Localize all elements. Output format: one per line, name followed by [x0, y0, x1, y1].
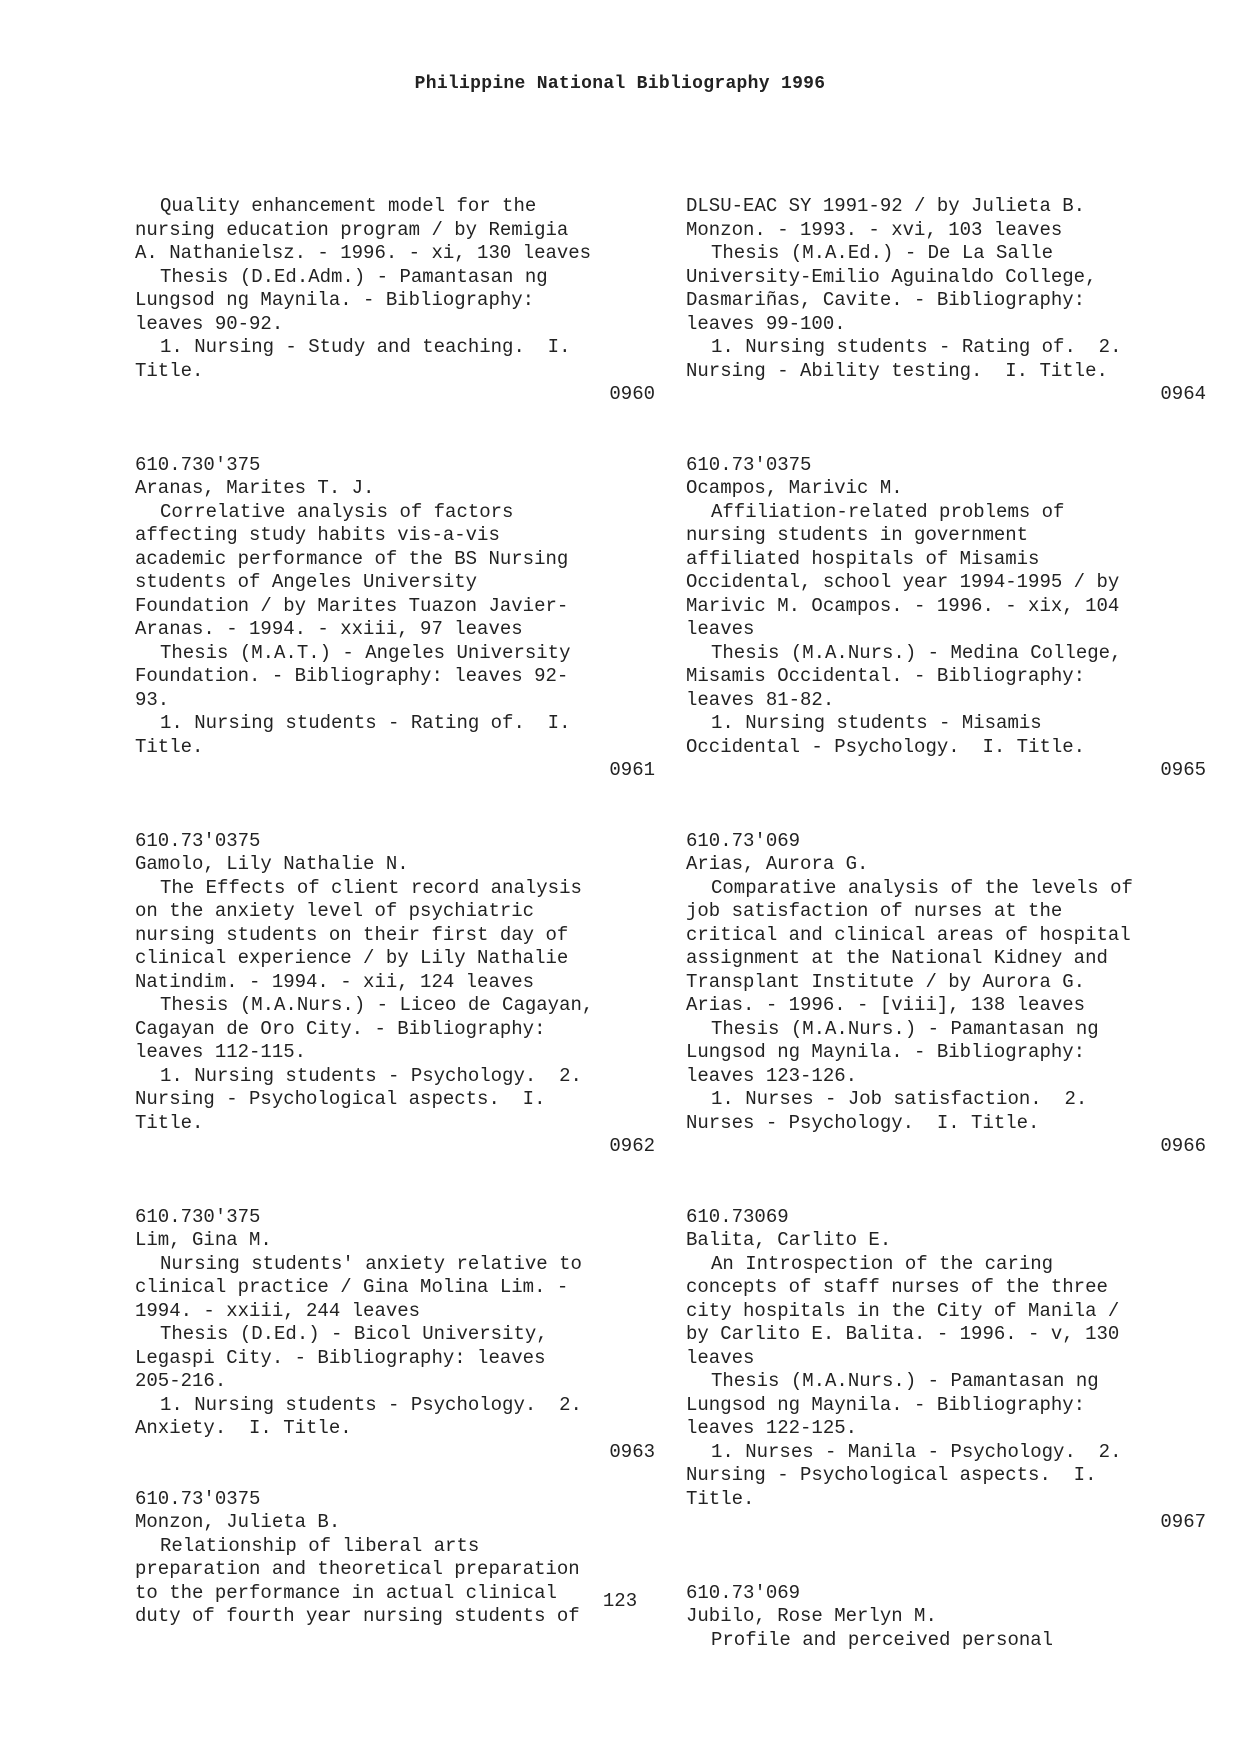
text-line: to the performance in actual clinical [135, 1581, 557, 1604]
subject-line: 1. Nurses - Job satisfaction. 2. [711, 1088, 1088, 1110]
author: Arias, Aurora G. [686, 853, 869, 875]
text-line: nursing students on their first day of [135, 923, 569, 946]
record-number: 0964 [1160, 383, 1206, 405]
record-number: 0960 [609, 383, 655, 405]
text-line: by Carlito E. Balita. - 1996. - v, 130 [686, 1323, 1120, 1345]
text-line: leaves 112-115. [135, 1041, 307, 1063]
entry-0966 [686, 830, 1206, 1159]
title-line: The Effects of client record analysis [160, 876, 582, 899]
note-line: Thesis (M.A.Nurs.) - Liceo de Cagayan, [160, 994, 594, 1016]
text-line: Dasmariñas, Cavite. - Bibliography: [686, 289, 1086, 311]
text-line: Anxiety. I. Title. [135, 1417, 352, 1439]
text-line: Nursing - Psychological aspects. I. [135, 1088, 546, 1110]
text-line: city hospitals in the City of Manila / [686, 1299, 1120, 1322]
call-number: 610.73'069 [686, 1581, 801, 1604]
text-line: 205-216. [135, 1370, 227, 1392]
text-line: Misamis Occidental. - Bibliography: [686, 665, 1086, 687]
text-line: Legaspi City. - Bibliography: leaves [135, 1346, 546, 1369]
subject-line: 1. Nursing - Study and teaching. I. [160, 336, 571, 358]
text-line: affecting study habits vis-a-vis [135, 524, 500, 546]
text-line: leaves [686, 618, 755, 640]
record-number: 0967 [1160, 1511, 1206, 1533]
note-line: Thesis (D.Ed.) - Bicol University, [160, 1323, 548, 1345]
call-number: 610.73069 [686, 1205, 789, 1228]
text-line: Nursing - Ability testing. I. Title. [686, 359, 1108, 382]
author: Aranas, Marites T. J. [135, 477, 375, 499]
text-line: Title. [686, 1487, 755, 1510]
note-line: Thesis (M.A.Nurs.) - Medina College, [711, 641, 1122, 664]
entry-0960 [135, 195, 655, 407]
text-line: concepts of staff nurses of the three [686, 1276, 1108, 1298]
text-line: 1994. - xxiii, 244 leaves [135, 1299, 421, 1322]
right-column [686, 195, 1206, 1652]
text-line: nursing education program / by Remigia [135, 218, 569, 241]
subject-line: 1. Nursing students - Psychology. 2. [160, 1064, 582, 1087]
call-number: 610.730'375 [135, 1205, 261, 1228]
text-line: Foundation / by Marites Tuazon Javier- [135, 594, 569, 617]
text-line: students of Angeles University [135, 571, 478, 593]
text-line: leaves 122-125. [686, 1417, 858, 1439]
record-number: 0962 [609, 1135, 655, 1157]
subject-line: 1. Nursing students - Rating of. 2. [711, 336, 1122, 358]
text-line: Title. [135, 735, 204, 758]
entry-0967 [686, 1206, 1206, 1535]
text-line: Nurses - Psychology. I. Title. [686, 1111, 1040, 1134]
text-line: leaves 123-126. [686, 1064, 858, 1087]
text-line: leaves 90-92. [135, 312, 284, 335]
text-line: Lungsod ng Maynila. - Bibliography: [686, 1393, 1086, 1416]
note-line: Thesis (D.Ed.Adm.) - Pamantasan ng [160, 265, 548, 288]
note-line: Thesis (M.A.Nurs.) - Pamantasan ng [711, 1370, 1099, 1392]
text-line: clinical practice / Gina Molina Lim. - [135, 1276, 569, 1298]
entry-0965 [686, 454, 1206, 783]
call-number: 610.73'0375 [135, 829, 261, 852]
text-line: leaves [686, 1346, 755, 1369]
text-line: Marivic M. Ocampos. - 1996. - xix, 104 [686, 594, 1120, 617]
entry-0963 [135, 1206, 655, 1465]
text-line: job satisfaction of nurses at the [686, 900, 1063, 922]
text-line: Transplant Institute / by Aurora G. [686, 970, 1086, 993]
note-line: Thesis (M.A.T.) - Angeles University [160, 641, 571, 664]
title-line: An Introspection of the caring [711, 1252, 1054, 1275]
text-line: Occidental, school year 1994-1995 / by [686, 571, 1120, 593]
text-line: leaves 99-100. [686, 312, 846, 335]
title-line: Relationship of liberal arts [160, 1534, 480, 1557]
title-line: Correlative analysis of factors [160, 500, 514, 523]
text-line: critical and clinical areas of hospital [686, 923, 1131, 946]
text-line: on the anxiety level of psychiatric [135, 900, 535, 922]
text-line: DLSU-EAC SY 1991-92 / by Julieta B. [686, 195, 1086, 217]
call-number: 610.730'375 [135, 453, 261, 476]
record-number: 0966 [1160, 1135, 1206, 1157]
record-number: 0961 [609, 759, 655, 781]
author: Gamolo, Lily Nathalie N. [135, 853, 409, 875]
text-line: academic performance of the BS Nursing [135, 547, 569, 570]
author: Lim, Gina M. [135, 1229, 272, 1251]
title-line: Comparative analysis of the levels of [711, 876, 1133, 899]
author: Balita, Carlito E. [686, 1229, 892, 1251]
subject-line: 1. Nursing students - Rating of. I. [160, 712, 571, 734]
text-line: preparation and theoretical preparation [135, 1558, 580, 1580]
record-number: 0965 [1160, 759, 1206, 781]
text-line: Monzon. - 1993. - xvi, 103 leaves [686, 218, 1063, 241]
title-line: Affiliation-related problems of [711, 500, 1065, 523]
text-line: A. Nathanielsz. - 1996. - xi, 130 leaves [135, 242, 592, 264]
call-number: 610.73'0375 [135, 1487, 261, 1510]
text-line: assignment at the National Kidney and [686, 947, 1108, 969]
note-line: Thesis (M.A.Ed.) - De La Salle [711, 242, 1054, 264]
entry-0964-end [686, 195, 1206, 407]
text-line: clinical experience / by Lily Nathalie [135, 947, 569, 969]
text-line: Lungsod ng Maynila. - Bibliography: [135, 289, 535, 311]
author: Ocampos, Marivic M. [686, 477, 903, 499]
entry-0961 [135, 454, 655, 783]
page-number: 123 [602, 1590, 638, 1612]
title-line: Profile and perceived personal [711, 1628, 1054, 1651]
text-line: leaves 81-82. [686, 688, 835, 711]
text-line: Foundation. - Bibliography: leaves 92- [135, 665, 569, 687]
text-line: University-Emilio Aguinaldo College, [686, 265, 1097, 288]
note-line: Thesis (M.A.Nurs.) - Pamantasan ng [711, 1017, 1099, 1040]
record-number: 0963 [609, 1440, 655, 1463]
subject-line: 1. Nurses - Manila - Psychology. 2. [711, 1440, 1122, 1463]
text-line: Nursing - Psychological aspects. I. [686, 1464, 1097, 1486]
text-line: duty of fourth year nursing students of [135, 1605, 580, 1627]
text-line: Cagayan de Oro City. - Bibliography: [135, 1017, 546, 1040]
call-number: 610.73'0375 [686, 453, 812, 476]
text-line: Aranas. - 1994. - xxiii, 97 leaves [135, 618, 523, 640]
title-line: Nursing students' anxiety relative to [160, 1252, 582, 1275]
text-line: affiliated hospitals of Misamis [686, 547, 1040, 570]
left-column [135, 195, 655, 1629]
text-line: Title. [135, 359, 204, 382]
text-line: Arias. - 1996. - [viii], 138 leaves [686, 994, 1086, 1016]
subject-line: 1. Nursing students - Psychology. 2. [160, 1393, 582, 1416]
text-line: 93. [135, 688, 170, 711]
text-line: Title. [135, 1111, 204, 1134]
text-line: Occidental - Psychology. I. Title. [686, 735, 1086, 758]
author: Jubilo, Rose Merlyn M. [686, 1605, 937, 1627]
entry-0962 [135, 830, 655, 1159]
author: Monzon, Julieta B. [135, 1511, 341, 1533]
text-line: Natindim. - 1994. - xii, 124 leaves [135, 970, 535, 993]
page-title: Philippine National Bibliography 1996 [414, 74, 826, 94]
call-number: 610.73'069 [686, 829, 801, 852]
text-line: Lungsod ng Maynila. - Bibliography: [686, 1041, 1086, 1063]
text-line: nursing students in government [686, 524, 1029, 546]
title-line: Quality enhancement model for the [160, 195, 537, 217]
subject-line: 1. Nursing students - Misamis [711, 712, 1042, 734]
